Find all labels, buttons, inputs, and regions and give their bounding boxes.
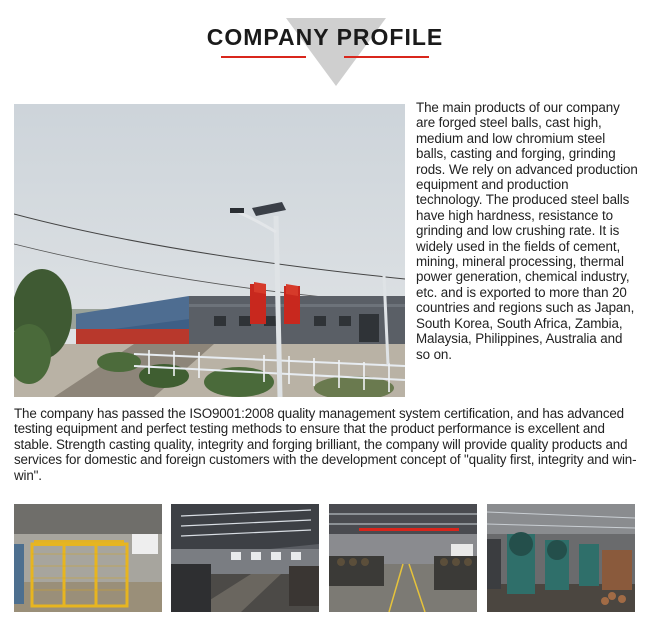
company-intro-text: The main products of our company are forged steel balls, cast high, medium and low chromium steel balls, casting and forging, grinding rods. We rely on advanced production equipment and production technology. The produced steel balls have high hardness, resistance to grinding and low crushing rate. It is widely used in the fields of cement, mining, mineral processing, thermal power generation, chemical industry, etc. and is exported to more than 20 countries and regions such as Japan, South Korea, South Africa, Zambia, Malaysia, Philippines, Australia and so on. <box>416 100 638 362</box>
warehouse-fenced-area-photo <box>14 504 162 612</box>
workshop-hall-photo <box>171 504 319 612</box>
company-certification-text: The company has passed the ISO9001:2008 quality management system certification, and has advanced testing equipment and perfect testing methods to ensure that the product performance is excellent and stable. Strength casting quality, integrity and forging brilliant, the company will provide quality products and services for domestic and foreign customers with the development concept of "quality first, integrity and win-win". <box>14 406 637 483</box>
header-red-line-right <box>344 56 429 58</box>
production-hall-photo <box>329 504 477 612</box>
factory-exterior-photo <box>14 104 405 397</box>
forging-machinery-photo <box>487 504 635 612</box>
header-red-line-left <box>221 56 306 58</box>
page-title: COMPANY PROFILE <box>206 24 444 50</box>
